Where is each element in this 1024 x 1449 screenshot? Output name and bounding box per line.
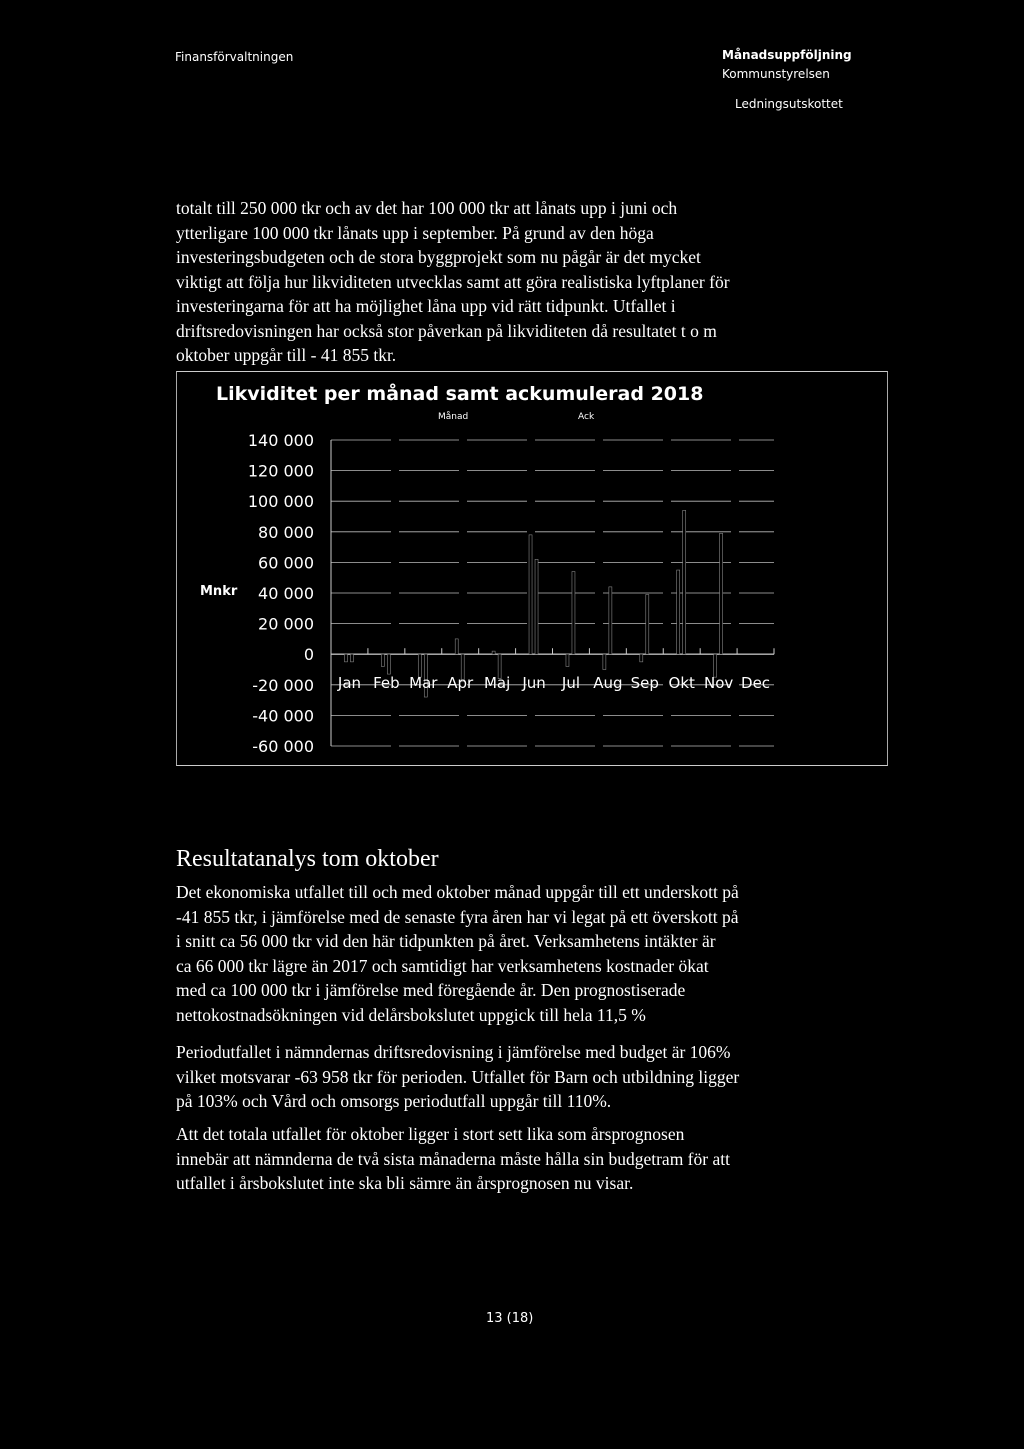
header-report-block [722, 46, 852, 84]
x-tick-label: Dec [741, 674, 771, 693]
y-axis-label: Mnkr [200, 584, 238, 599]
bar [350, 654, 353, 662]
text-line: Det ekonomiska utfallet till och med oktober månad uppgår till ett underskott på [176, 882, 739, 902]
text-line: Periodutfallet i nämndernas driftsredovisning i jämförelse med budget är 106% [176, 1042, 731, 1062]
x-tick-label: Jun [522, 674, 546, 693]
y-tick-label: 120 000 [247, 461, 314, 481]
page-number: 13 (18) [486, 1311, 534, 1326]
text-line: investeringarna för att ha möjlighet låna upp vid rätt tidpunkt. Utfallet i [176, 296, 676, 316]
bar [566, 654, 569, 666]
y-tick-label: -20 000 [252, 675, 314, 695]
x-tick-label: Okt [668, 674, 695, 693]
text-line: ytterligare 100 000 tkr lånats upp i september. På grund av den höga [176, 222, 654, 243]
y-tick-label: 40 000 [258, 584, 314, 603]
bar [603, 654, 606, 669]
text-line: i snitt ca 56 000 tkr vid den här tidpunkten på året. Verksamhetens intäkter är [176, 931, 716, 951]
x-tick-label: Jan [337, 674, 362, 693]
liquidity-chart [176, 371, 888, 766]
y-tick-label: 60 000 [258, 553, 314, 573]
bar [683, 510, 686, 654]
y-tick-label: 0 [303, 645, 314, 665]
x-tick-label: Feb [373, 674, 400, 693]
legend-label: Ack [578, 412, 595, 422]
text-line: viktigt att följa hur likviditeten utvecklas samt att göra realistiska lyftplaner för [176, 271, 730, 292]
bar [529, 535, 532, 654]
y-tick-label: 20 000 [258, 614, 314, 634]
text-line: på 103% och Vård och omsorgs periodutfall uppgår till 110%. [176, 1091, 612, 1111]
y-tick-label: 100 000 [247, 492, 314, 512]
bar [609, 587, 612, 654]
y-tick-label: 140 000 [247, 431, 314, 450]
y-tick-label: -60 000 [252, 737, 314, 756]
x-tick-label: Nov [703, 674, 734, 693]
text-line: vilket motsvarar -63 958 tkr för perioden. Utfallet för Barn och utbildning ligger [176, 1066, 740, 1087]
section-title: Resultatanalys tom oktober [176, 846, 439, 872]
result-paragraph-2 [176, 1040, 856, 1114]
text-line: Att det totala utfallet för oktober ligger i stort sett lika som årsprognosen [176, 1124, 685, 1144]
bar [572, 572, 575, 655]
result-paragraph-3 [176, 1122, 856, 1196]
header-committee: Ledningsutskottet [735, 97, 843, 111]
bar [387, 654, 390, 674]
text-line: -41 855 tkr, i jämförelse med de senaste fyra åren har vi legat på ett överskott på [176, 906, 739, 927]
text-line: oktober uppgår till - 41 855 tkr. [176, 345, 397, 365]
header-report: Månadsuppföljning [722, 48, 852, 62]
x-tick-label: Apr [447, 674, 474, 693]
x-tick-label: Sep [630, 674, 659, 693]
text-line: nettokostnadsökningen vid delårsbokslutet uppgick till hela 11,5 % [176, 1004, 646, 1025]
legend-label: Månad [438, 412, 469, 422]
text-line: ca 66 000 tkr lägre än 2017 och samtidigt har verksamhetens kostnader ökat [176, 955, 709, 976]
text-line: investeringsbudgeten och de stora byggprojekt som nu pågår är det mycket [176, 247, 701, 267]
bar [646, 595, 649, 655]
bar [640, 654, 643, 662]
bar [720, 533, 723, 654]
header-org: Finansförvaltningen [175, 50, 294, 64]
result-paragraph-1 [176, 880, 856, 1027]
header-board: Kommunstyrelsen [722, 67, 830, 81]
bar [455, 639, 458, 654]
text-line: innebär att nämnderna de två sista månaderna måste hålla sin budgetram för att [176, 1148, 730, 1169]
text-line: utfallet i årsbokslutet inte ska bli sämre än årsprognosen nu visar. [176, 1173, 634, 1193]
bar [381, 654, 384, 666]
bar [344, 654, 347, 662]
bar [677, 570, 680, 654]
chart-title: Likviditet per månad samt ackumulerad 2018 [216, 383, 704, 405]
text-line: med ca 100 000 tkr i jämförelse med föregående år. Den prognostiserade [176, 980, 686, 1000]
y-tick-label: -40 000 [252, 706, 314, 726]
bar [535, 559, 538, 654]
x-tick-label: Aug [593, 674, 623, 693]
y-tick-label: 80 000 [258, 522, 314, 542]
x-tick-label: Jul [561, 674, 581, 693]
intro-paragraph [176, 196, 856, 368]
x-tick-label: Mar [409, 674, 438, 693]
text-line: driftsredovisningen har också stor påverkan på likviditeten då resultatet t o m [176, 320, 717, 341]
x-tick-label: Maj [483, 674, 511, 693]
bar [492, 651, 495, 654]
text-line: totalt till 250 000 tkr och av det har 100 000 tkr att lånats upp i juni och [176, 198, 678, 218]
